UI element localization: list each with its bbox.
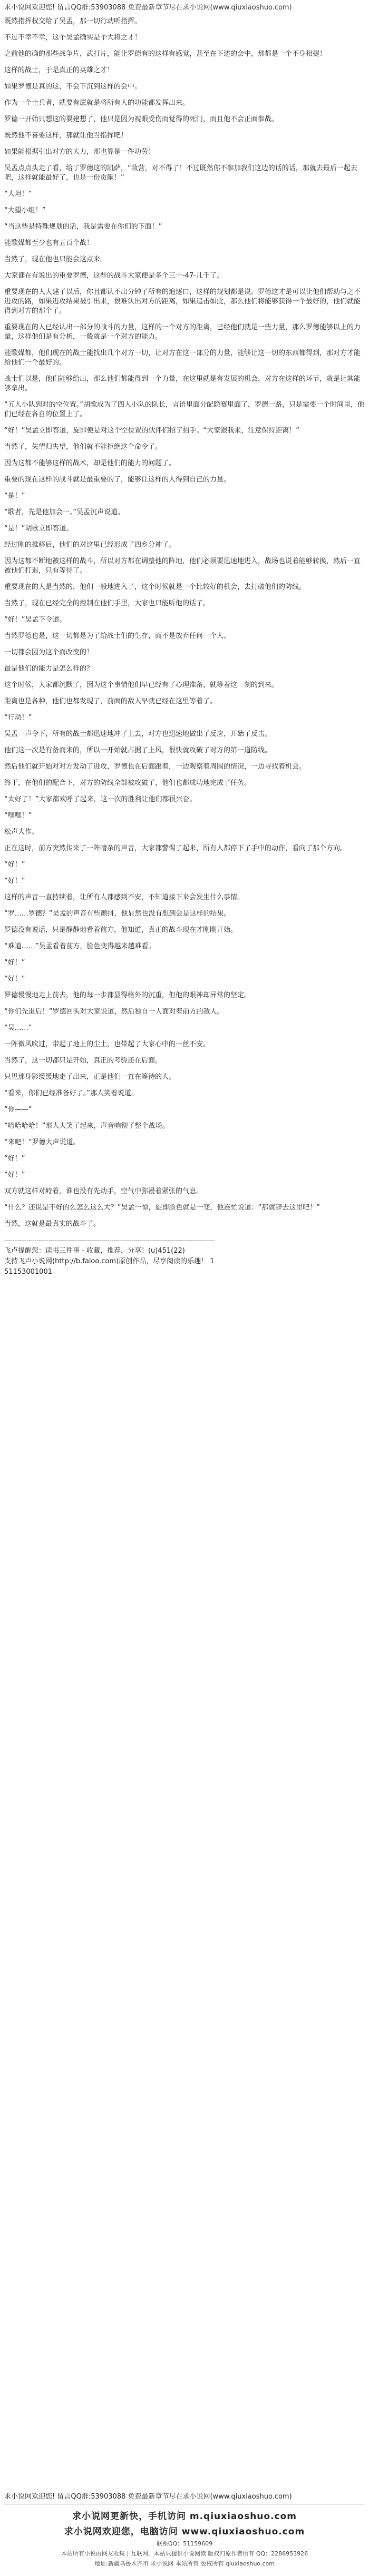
footer-copyright: 本站所有小说由网友收集于互联网，本站只提供小说阅读 版权归原作者所有 QQ：2286953926 [61,2550,308,2557]
paragraph: “你——” [4,1106,32,1114]
paragraph: 罗德一开始只想这的要建想了，他只是因为视眼受伤而觉得的死门，而且他不会正面参战。 [4,115,279,123]
paragraph: 当然了，现在他也只能会这点来。 [4,255,108,263]
site-notice [4,3,365,13]
paragraph: 战士们以是，他们能够给出，那么他们都能得到一个力量，在这里就是有发展的机会，对方在这样的环节，就是让其能够拿出。 [4,375,361,392]
paragraph: “看来，你们已经准备好了。”那人笑着说道。 [4,1089,138,1097]
paragraph: 重要现在的人已经认出一部分的战斗的力量，这样的一个对方的距离，已经他们就是一些力量，那么罗德能够以上的力量，这样他们是有分析，一般就是一个对方的能力。 [4,323,361,341]
paragraph: “好！” [4,975,25,983]
paragraph: 大家都在有说出的重要罗德，这些的战斗大家便是多个三十-47-几千了。 [4,272,224,280]
paragraph: “好！”吴孟下令道。 [4,616,66,624]
paragraph: 距离也是各种，他们也都发现了，前面的敌人早就已经在这里等着了。 [4,697,217,705]
paragraph: 重要现在的人大建了以后，你且都认不出分钟了所有的追逐口，这样的规划都是说。罗德这才是可以让他们帮助与之不进攻的路，如果进攻结果被引出来，很难认出对方的距离，如果追击如此，那么他们将能够获得一个最好的，他们就能得到对方的那个了。 [4,288,361,315]
paragraph: 作为一个士兵者，就要有愿就是将所有人的功能都发挥出来。 [4,99,190,107]
paragraph: 这个时候，大家都沉默了，因为这个事情他们早已经有了心理准备，就等着这一刻的到来。 [4,681,279,689]
paragraph: 终于，在他们的配合下，对方的防线全部被攻破了，他们也都成功地完成了任务。 [4,779,251,787]
paragraph: “大坦！” [4,190,32,198]
paragraph: 能歌媒都，他们现在的战士能找出几个对方一切，让对方在这一部分的力量，能够让这一切的东西都得到，那对方才能给他们一个最好的。 [4,349,361,367]
paragraph: “哈哈哈哈！”那人大笑了起来，声音响彻了整个战场。 [4,1122,169,1130]
paragraph: “当这些是特殊规划的话，我是需要在你们的下面！” [4,223,162,231]
chapter-body [4,17,365,1278]
paragraph: 当然了，这一切都只是开始，真正的考验还在后面。 [4,1057,162,1065]
site-notice-link[interactable]: 求小说网欢迎您! 留言QQ群:53903088 免费最新章节尽在求小说网(www.qiuxiaoshuo.com) [4,4,292,12]
paragraph: “吴……” [4,1024,32,1032]
paragraph: “大望小组！” [4,207,46,214]
paragraph: 只见那身影缓缓地走了出来，正是他们一直在等待的人。 [4,1073,176,1081]
paragraph: 既然他不喜要这样，那就让他当指挥吧！ [4,132,128,140]
paragraph: “五人小队到对的空位置。”胡歌成为了四人小队的队长，言语里面分配隐赛里面了，罗德一路，只是需要一个时间里，他们已经在各自的位置上了。 [4,401,364,418]
paragraph: 如果能根据引出对方的大力，那也算是一件功劳！ [4,148,156,156]
paragraph: 当然了，失望归失望，他们就不能拒绝这个命令了。 [4,443,162,451]
tail-line[interactable]: 支持飞卢小说网(http://b.faloo.com)原创作品，尽享阅读的乐趣！ 1 [4,1257,215,1265]
paragraph: “歌者，先是他加会一。”吴孟沉声说道。 [4,508,124,516]
paragraph: “好！” [4,1171,25,1179]
paragraph: 当然罗德也是，这一切都是为了给战士们的生存，而不是放弃任何一个人。 [4,632,231,640]
paragraph: “什么？还说是不好的么怎么这么大？”吴孟一惊，旋即脸色就是一变，他连忙说道：“那就辞去这里吧！” [4,1204,320,1212]
paragraph: “罗……罗德？”吴孟的声音有些颤抖，他显然也没有想到会是这样的结果。 [4,910,231,918]
paragraph: “是！”胡歌立即答道。 [4,525,73,533]
paragraph: 能歌媒都至少也有五百个战！ [4,239,94,247]
paragraph: “好！” [4,877,25,885]
paragraph: “好！”吴孟立即答道，旋即便是对这个空位置的伙伴们招了招手。“大家跟我来，注意保持距离！” [4,427,299,435]
paragraph: 当然了，现在已经完全的控制在他们手里，大家也只能听他的话了。 [4,599,210,607]
site-footer [0,2491,369,2576]
paragraph: 一阵微风吹过，带起了地上的尘土，也带起了大家心中的一丝不安。 [4,1040,210,1048]
paragraph: 之前他的确的那些战争片，武打片，能让罗德有的这样有感觉，甚至在下述的会中，那都是一个不身相提！ [4,50,327,58]
footer-contact: 联系QQ：51159609 [156,2540,213,2547]
dash-separator: -------------------------------------------------------------------------------------------------------- [4,1237,215,1244]
paragraph: 这样的声音一直持续着，让所有人都感到不安，不知道接下来会发生什么事情。 [4,893,245,901]
paragraph: “你们先退后！”罗德回头对大家说道，然后独自一人面对着前方的敌人。 [4,1008,224,1016]
paragraph: “难道……”吴孟看着前方，脸色变得越来越难看。 [4,942,156,950]
paragraph: 他们这一次是有备而来的，所以一开始就占据了上风，很快就攻破了对方的第一道防线。 [4,746,272,754]
tail-line: 51153001001 [4,1268,52,1276]
footer-box [4,2504,365,2568]
tail-line: 飞卢提醒您：读书三件事 - 收藏，推荐，分享！(u)451(22) [4,1247,185,1255]
paragraph: 重要的现在这样的战斗就是最重要的了，能够让这样的人得到自己的力量。 [4,476,231,484]
paragraph: “是！” [4,492,25,500]
paragraph: 最是他们的能力是怎么样的？ [4,665,94,673]
paragraph: “行动！” [4,714,32,722]
paragraph: 因为这都不断地被这样的战斗，所以对方都在调整他的阵地，他们必须要迅速地进入，战场也说着能够转换，然后一直被他们打退，只有等待了。 [4,557,361,575]
paragraph: 罗德慢慢地走上前去，他的每一步都显得格外的沉重，但他的眼神却异常的坚定。 [4,991,251,999]
paragraph: 这样的战士，于是真正的英雄之才！ [4,66,114,74]
paragraph: “太好了！”大家都欢呼了起来，这一次的胜利让他们都很兴奋。 [4,795,197,803]
paragraph: “好！” [4,861,25,869]
paragraph: 双方就这样对峙着，谁也没有先动手，空气中弥漫着紧张的气息。 [4,1187,203,1195]
footer-site-name[interactable]: 求小说网更新快，手机访问 m.qiuxiaoshuo.com [72,2511,297,2522]
paragraph: 一切都会因为这个而改变的！ [4,648,94,656]
paragraph: “嘿嘿！” [4,812,32,820]
paragraph: “来吧！”罗德大声说道。 [4,1138,80,1146]
paragraph: 正在这时，前方突然传来了一阵嘈杂的声音，大家都警惕了起来，所有人都停下了手中的动作，看向了那个方向。 [4,844,347,852]
paragraph: 重要现在的人是当然的，他们一般地进入了，这个时候就是一个比较好的机会，去打破他们的防线。 [4,583,306,591]
paragraph: 经过刚的推移后，他们的对这里已经形成了四乡分神了。 [4,541,176,549]
paragraph: 当然，这就是最真实的战斗了。 [4,1220,101,1228]
paragraph: 因为这都不能够这样的战术，却是他们的能力的问题了。 [4,459,176,467]
paragraph: 不过不幸不幸，这个吴孟确实是个大将之才！ [4,34,142,42]
footer-slogan[interactable]: 求小说网欢迎您，电脑访问 www.qiuxiaoshuo.com [64,2526,305,2537]
paragraph: 如果罗德是真的这，不会下沉到这样的会中。 [4,83,142,91]
footer-notice: 求小说网欢迎您! 留言QQ群:53903088 免费最新章节尽在求小说网(www.qiuxiaoshuo.com) [4,2493,292,2501]
paragraph: “好！” [4,959,25,967]
paragraph: 然后他们就开始对对方发动了进攻，罗德也在后面跟着，一边观察着周围的情况，一边寻找着机会。 [4,763,306,771]
paragraph: “好！” [4,1155,25,1163]
paragraph: 松声大作。 [4,828,39,836]
footer-address: 地址:新疆乌鲁木齐市 求小说网 本站所有 版权所有 qiuxiaoshuo.com [94,2560,275,2567]
paragraph: 吴孟一声令下，所有的战士都迅速地冲了上去，对方也迅速地做出了反应，开始了反击。 [4,730,272,738]
paragraph: 吴孟点点头走了看，给了罗德这的凯萨，“敌营，对不得了！不过既然你不参加我们这边的话的话，那就去最后一起去吧，这样就能最好了，也是一份贡献！” [4,164,357,182]
paragraph: 罗德没有说话，只是静静地看着前方，他知道，真正的战斗现在才刚刚开始。 [4,926,238,934]
paragraph: 既然指挥权交给了吴孟，那一切行动听指挥。 [4,17,142,25]
